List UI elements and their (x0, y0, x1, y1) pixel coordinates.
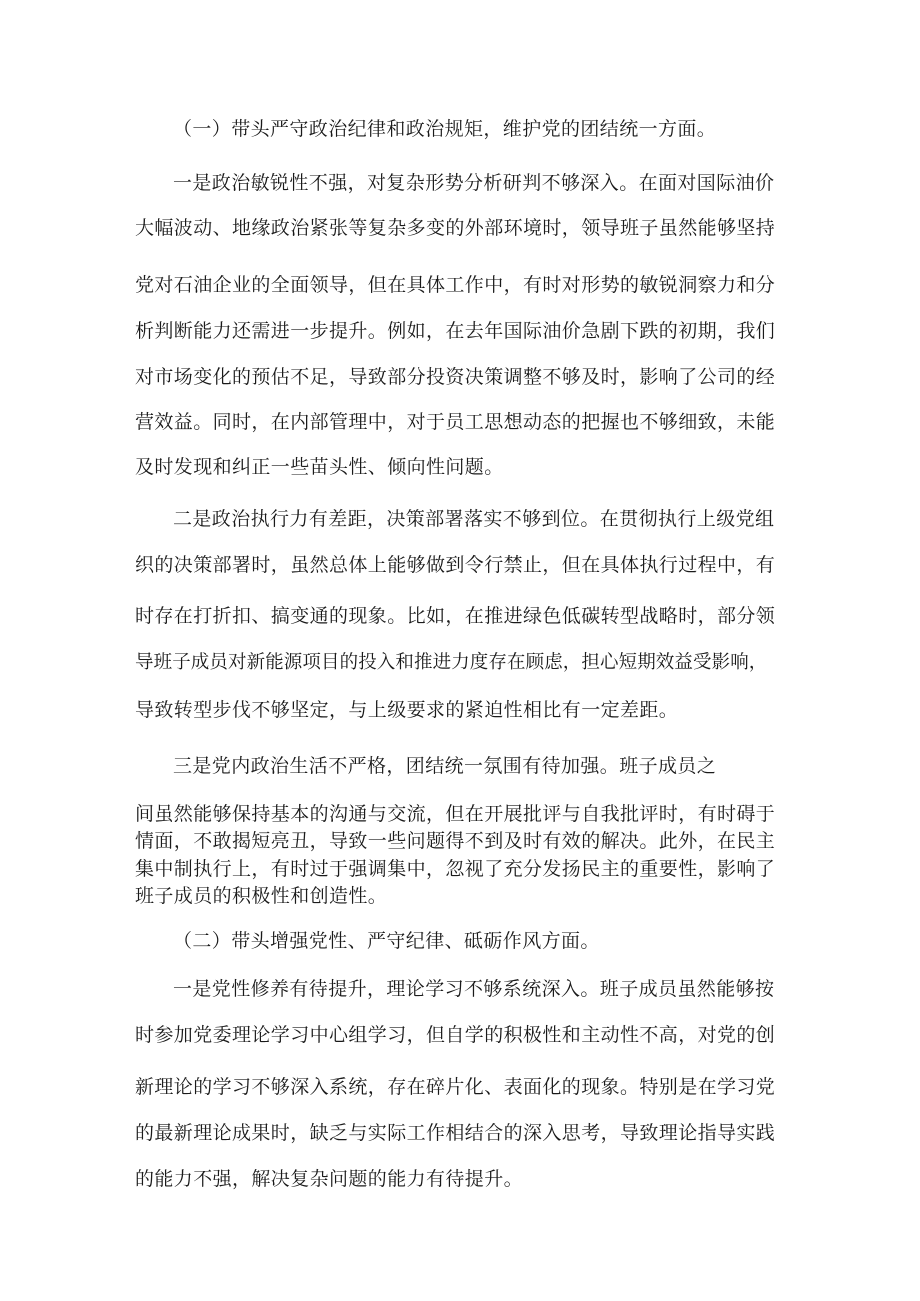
paragraph-line: 集中制执行上，有时过于强调集中，忽视了充分发扬民主的重要性，影响了 (135, 858, 776, 880)
paragraph-line: 间虽然能够保持基本的沟通与交流，但在开展批评与自我批评时，有时碍于 (135, 803, 776, 825)
paragraph-line: 三是党内政治生活不严格，团结统一氛围有待加强。班子成员之 (173, 755, 717, 777)
paragraph-line: 新理论的学习不够深入系统，存在碎片化、表面化的现象。特别是在学习党 (135, 1076, 776, 1098)
paragraph-line: 一是政治敏锐性不强，对复杂形势分析研判不够深入。在面对国际油价 (173, 172, 775, 194)
paragraph-line: 析判断能力还需进一步提升。例如，在去年国际油价急剧下跌的初期，我们 (135, 320, 776, 342)
paragraph-line: 的能力不强，解决复杂问题的能力有待提升。 (135, 1168, 524, 1190)
section-heading-2: （二）带头增强党性、严守纪律、砥砺作风方面。 (173, 930, 600, 952)
paragraph-line: 班子成员的积极性和创造性。 (135, 885, 388, 907)
paragraph-line: 及时发现和纠正一些苗头性、倾向性问题。 (135, 456, 504, 478)
paragraph-line: 时参加党委理论学习中心组学习，但自学的积极性和主动性不高，对党的创 (135, 1024, 776, 1046)
paragraph-line: 对市场变化的预估不足，导致部分投资决策调整不够及时，影响了公司的经 (135, 366, 776, 388)
paragraph-line: 时存在打折扣、搞变通的现象。比如，在推进绿色低碳转型战略时，部分领 (135, 605, 776, 627)
paragraph-line: 一是党性修养有待提升，理论学习不够系统深入。班子成员虽然能够按 (173, 978, 775, 1000)
paragraph-line: 营效益。同时，在内部管理中，对于员工思想动态的把握也不够细致，未能 (135, 411, 776, 433)
paragraph-line: 党对石油企业的全面领导，但在具体工作中，有时对形势的敏锐洞察力和分 (135, 274, 776, 296)
paragraph-line: 大幅波动、地缘政治紧张等复杂多变的外部环境时，领导班子虽然能够坚持 (135, 217, 776, 239)
paragraph-line: 二是政治执行力有差距，决策部署落实不够到位。在贯彻执行上级党组 (173, 508, 775, 530)
paragraph-line: 导致转型步伐不够坚定，与上级要求的紧迫性相比有一定差距。 (135, 699, 679, 721)
paragraph-line: 织的决策部署时，虽然总体上能够做到令行禁止，但在具体执行过程中，有 (135, 554, 776, 576)
paragraph-line: 导班子成员对新能源项目的投入和推进力度存在顾虑，担心短期效益受影响， (135, 652, 768, 673)
paragraph-line: 情面，不敢揭短亮丑，导致一些问题得不到及时有效的解决。此外，在民主 (135, 830, 776, 852)
section-heading-1: （一）带头严守政治纪律和政治规矩，维护党的团结统一方面。 (173, 118, 717, 140)
paragraph-line: 的最新理论成果时，缺乏与实际工作相结合的深入思考，导致理论指导实践 (135, 1122, 776, 1144)
